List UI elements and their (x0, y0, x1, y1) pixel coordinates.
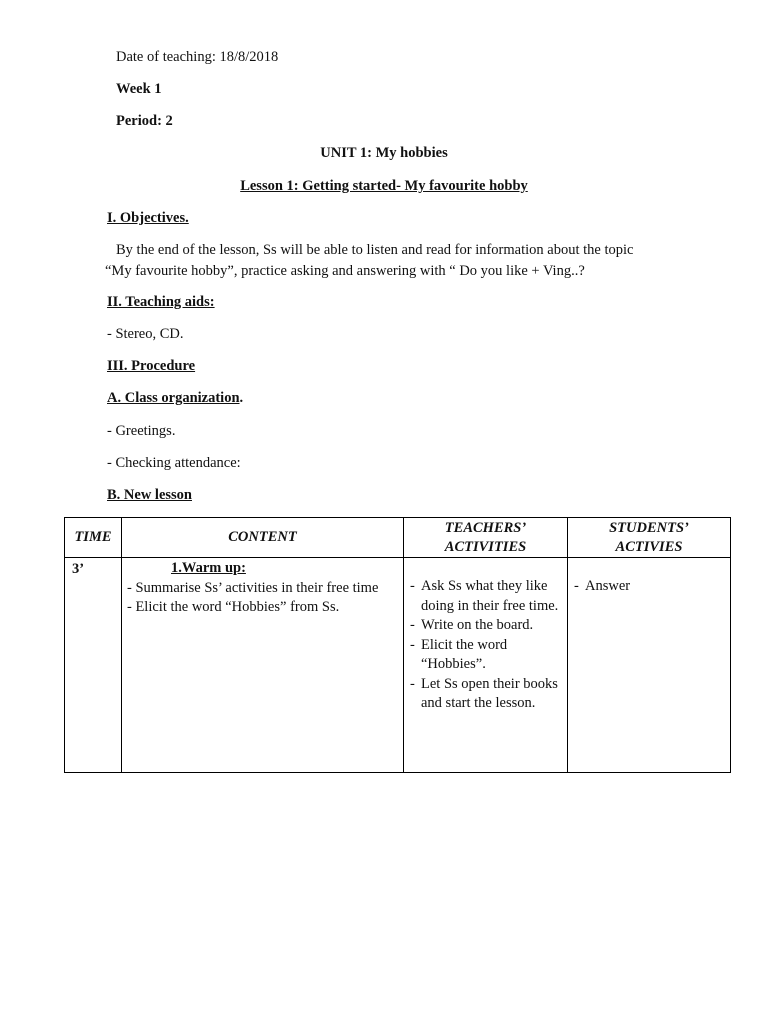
attendance-item: - Checking attendance: (107, 455, 241, 471)
table-header-row (65, 518, 731, 558)
header-students-line-1: STUDENTS’ (609, 519, 689, 536)
class-organization-heading: A. Class organization. (107, 390, 244, 406)
header-teachers-line-2: ACTIVITIES (444, 538, 527, 555)
header-students-line-2: ACTIVIES (615, 538, 683, 555)
new-lesson-heading: B. New lesson (107, 487, 192, 503)
row-time: 3’ (65, 558, 122, 773)
teacher-activity-item: - Write on the board. (410, 616, 563, 636)
unit-title: UNIT 1: My hobbies (320, 145, 448, 161)
lesson-table (64, 517, 731, 773)
objectives-heading: I. Objectives. (107, 210, 189, 226)
warm-up-heading: 1.Warm up: (171, 560, 246, 576)
objectives-line-2: “My favourite hobby”, practice asking and answering with “ Do you like + Ving..? (105, 263, 585, 279)
procedure-heading: III. Procedure (107, 358, 196, 374)
header-content: CONTENT (122, 518, 404, 558)
header-teachers-activities (404, 518, 568, 558)
content-line: - Elicit the word “Hobbies” from Ss. (127, 599, 340, 615)
teaching-aids-item: - Stereo, CD. (107, 326, 184, 342)
student-activity-item: - Answer (574, 577, 730, 597)
row-student-activities (568, 558, 731, 773)
teaching-aids-heading: II. Teaching aids: (107, 294, 215, 310)
teacher-activity-item: - Let Ss open their books and start the lesson. (410, 675, 563, 714)
period-label: Period: 2 (116, 113, 173, 129)
content-line: - Summarise Ss’ activities in their free time (127, 579, 379, 596)
week-label: Week 1 (116, 81, 162, 97)
teacher-activity-item: - Elicit the word “Hobbies”. (410, 636, 563, 675)
lesson-title: Lesson 1: Getting started- My favourite hobby (240, 178, 528, 194)
teacher-activity-item: - Ask Ss what they like doing in their free time. (410, 577, 563, 616)
table-row (65, 558, 731, 773)
header-time: TIME (65, 518, 122, 558)
date-of-teaching: Date of teaching: 18/8/2018 (116, 49, 279, 65)
row-teacher-activities (404, 558, 568, 773)
header-teachers-line-1: TEACHERS’ (444, 519, 527, 536)
greetings-item: - Greetings. (107, 423, 176, 439)
objectives-line-1: By the end of the lesson, Ss will be able to listen and read for information about the topic (116, 242, 634, 258)
row-content (122, 558, 404, 773)
header-students-activities (568, 518, 731, 558)
